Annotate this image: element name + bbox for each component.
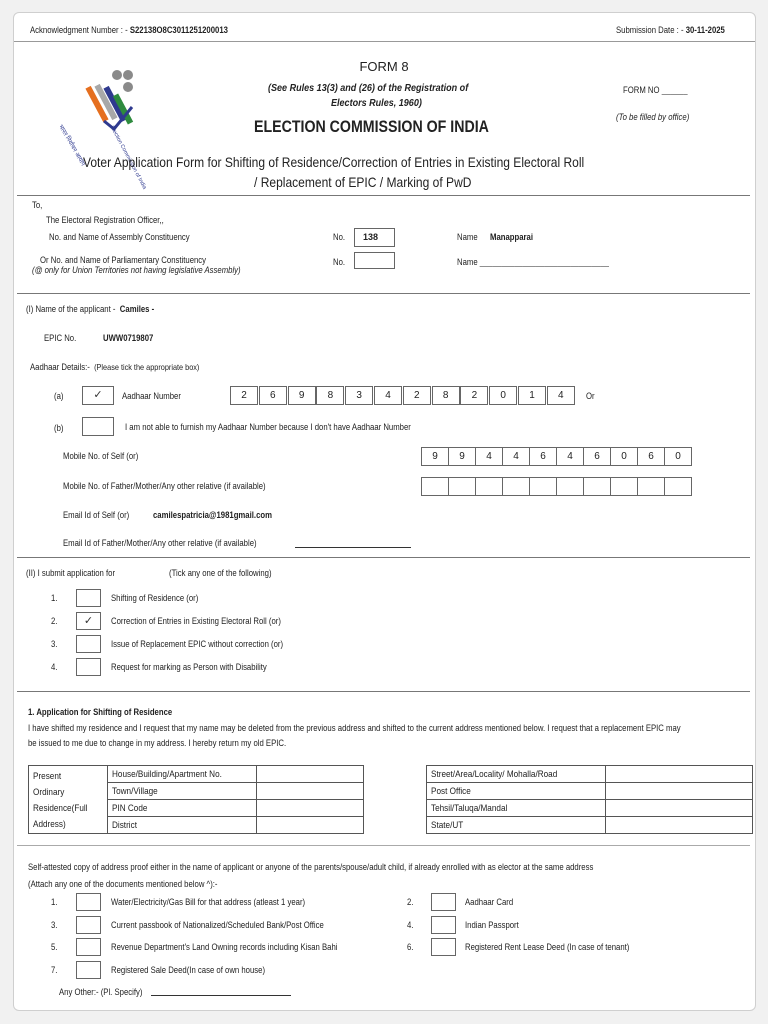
option-checkbox[interactable] <box>76 635 101 653</box>
form-page <box>13 12 756 1011</box>
present-residence-label: Present Ordinary Residence(Full Address) <box>29 766 108 834</box>
main-title-line-2: / Replacement of EPIC / Marking of PwD <box>254 174 472 190</box>
application-for-label: (II) I submit application for <box>26 568 116 578</box>
aadhaar-digit-cell[interactable]: 8 <box>316 386 344 405</box>
main-title-line-1: Voter Application Form for Shifting of Residence/Correction of Entries in Existing Electoral Roll <box>83 154 585 170</box>
mobile-self-label: Mobile No. of Self (or) <box>63 451 139 461</box>
mobile-self-digit-cell[interactable]: 4 <box>475 447 503 466</box>
option-label: Shifting of Residence (or) <box>111 593 199 603</box>
mobile-self-digit-cell[interactable]: 6 <box>529 447 557 466</box>
document-checkbox[interactable] <box>76 961 101 979</box>
email-self-value: camilespatricia@1981gmail.com <box>153 510 272 520</box>
shifting-paragraph-line-2: be issued to me due to change in my address. I hereby return my old EPIC. <box>28 738 287 748</box>
ut-note: (@ only for Union Territories not having legislative Assembly) <box>32 265 241 275</box>
document-number: 4. <box>407 919 414 930</box>
mobile-self-digit-cell[interactable]: 9 <box>421 447 449 466</box>
pin-field[interactable] <box>257 800 364 817</box>
mobile-self-digit-cell[interactable]: 0 <box>664 447 692 466</box>
logo-english-text: Election Commission of India <box>108 125 148 191</box>
any-other-label: Any Other:- (Pl. Specify) <box>59 987 143 997</box>
mobile-relative-digit-cell[interactable] <box>529 477 557 496</box>
mobile-self-digit-cell[interactable]: 4 <box>556 447 584 466</box>
document-label: Aadhaar Card <box>465 897 514 907</box>
email-relative-label: Email Id of Father/Mother/Any other relative (if available) <box>63 538 257 548</box>
no-aadhaar-checkbox[interactable] <box>82 417 114 436</box>
email-self-label: Email Id of Self (or) <box>63 510 130 520</box>
mobile-self-digit-cell[interactable]: 6 <box>637 447 665 466</box>
option-label: Request for marking as Person with Disability <box>111 662 267 672</box>
aadhaar-digit-cell[interactable]: 0 <box>489 386 517 405</box>
mobile-relative-digit-cell[interactable] <box>637 477 665 496</box>
mobile-relative-digit-cell[interactable] <box>664 477 692 496</box>
aadhaar-digit-cell[interactable]: 2 <box>230 386 258 405</box>
document-checkbox[interactable] <box>431 916 456 934</box>
aadhaar-digit-cell[interactable]: 3 <box>345 386 373 405</box>
application-for-hint: (Tick any one of the following) <box>169 568 272 578</box>
document-checkbox[interactable] <box>76 893 101 911</box>
documents-line-1: Self-attested copy of address proof either in the name of applicant or anyone of the parents/spouse/adult child, if already enrolled with as elector at the same address <box>28 862 594 872</box>
submission-date: Submission Date : - 30-11-2025 <box>616 25 725 35</box>
mobile-self-digit-cell[interactable]: 6 <box>583 447 611 466</box>
aadhaar-digit-cell[interactable]: 9 <box>288 386 316 405</box>
document-number: 6. <box>407 942 414 952</box>
option-label: Correction of Entries in Existing Electoral Roll (or) <box>111 616 281 626</box>
mobile-self-digit-cell[interactable]: 0 <box>610 447 638 466</box>
no-aadhaar-text: I am not able to furnish my Aadhaar Number because I don't have Aadhaar Number <box>125 422 411 432</box>
document-checkbox[interactable] <box>76 916 101 934</box>
mobile-self-digit-cell[interactable]: 9 <box>448 447 476 466</box>
shifting-heading: 1. Application for Shifting of Residence <box>28 707 173 717</box>
document-label: Revenue Department's Land Owning records including Kisan Bahi <box>111 942 338 952</box>
ero-label: The Electoral Registration Officer,, <box>46 215 164 225</box>
option-checkbox[interactable] <box>76 589 101 607</box>
rules-line-2: Electors Rules, 1960) <box>331 97 423 109</box>
document-checkbox[interactable] <box>431 893 456 911</box>
form-no-field: FORM NO ______ <box>623 85 688 95</box>
tehsil-label: Tehsil/Taluqa/Mandal <box>427 800 606 817</box>
aadhaar-digit-cell[interactable]: 6 <box>259 386 287 405</box>
epic-value: UWW0719807 <box>103 333 154 343</box>
parliamentary-no-field[interactable] <box>354 252 395 269</box>
mobile-relative-digit-cell[interactable] <box>556 477 584 496</box>
aadhaar-number-label: Aadhaar Number <box>122 391 181 401</box>
or-label: Or <box>586 391 595 401</box>
document-checkbox[interactable] <box>76 938 101 956</box>
aadhaar-digit-cell[interactable]: 4 <box>374 386 402 405</box>
assembly-label: No. and Name of Assembly Constituency <box>49 232 190 242</box>
house-field[interactable] <box>257 766 364 783</box>
street-label: Street/Area/Locality/ Mohalla/Road <box>427 766 606 783</box>
town-label: Town/Village <box>108 783 257 800</box>
document-number: 5. <box>51 942 58 952</box>
commission-title: ELECTION COMMISSION OF INDIA <box>254 118 489 136</box>
document-label: Indian Passport <box>465 919 519 930</box>
town-field[interactable] <box>257 783 364 800</box>
option-a-label: (a) <box>54 391 64 401</box>
tick-icon: ✓ <box>83 615 94 627</box>
any-other-field[interactable] <box>151 995 291 996</box>
tick-icon: ✓ <box>93 389 103 401</box>
acknowledgment-number: Acknowledgment Number : - S22138O8C3011251200013 <box>30 25 228 35</box>
parliamentary-name-field[interactable]: Name ______________________________ <box>457 257 609 267</box>
assembly-no-field[interactable]: 138 <box>354 228 395 247</box>
state-label: State/UT <box>427 817 606 834</box>
address-table-left <box>28 765 364 834</box>
option-b-label: (b) <box>54 423 64 433</box>
shifting-paragraph-line-1: I have shifted my residence and I request that my name may be deleted from the previous address and shifted to the current address mentioned below. I request that a replacement EPIC may <box>28 723 681 733</box>
document-label: Current passbook of Nationalized/Scheduled Bank/Post Office <box>111 919 324 930</box>
document-label: Water/Electricity/Gas Bill for that address (atleast 1 year) <box>111 897 306 907</box>
option-number: 3. <box>51 639 58 649</box>
address-table-right <box>426 765 753 834</box>
document-label: Registered Sale Deed(In case of own house) <box>111 964 266 975</box>
mobile-relative-digit-cell[interactable] <box>475 477 503 496</box>
option-number: 4. <box>51 662 58 672</box>
option-checkbox[interactable] <box>76 658 101 676</box>
post-office-label: Post Office <box>427 783 606 800</box>
document-label: Registered Rent Lease Deed (In case of tenant) <box>465 942 630 952</box>
epic-label: EPIC No. <box>44 333 77 343</box>
assembly-name-value: Manapparai <box>490 232 534 242</box>
pin-label: PIN Code <box>108 800 257 817</box>
tehsil-field[interactable] <box>606 800 753 817</box>
mobile-relative-label: Mobile No. of Father/Mother/Any other relative (if available) <box>63 481 266 491</box>
mobile-relative-digit-cell[interactable] <box>502 477 530 496</box>
document-number: 3. <box>51 919 58 930</box>
aadhaar-digit-cell[interactable]: 1 <box>518 386 546 405</box>
mobile-self-digit-cell[interactable]: 4 <box>502 447 530 466</box>
option-label: Issue of Replacement EPIC without correction (or) <box>111 639 284 649</box>
to-label: To, <box>32 200 43 210</box>
parliamentary-label: Or No. and Name of Parliamentary Constituency <box>40 255 207 265</box>
logo-hindi-text: भारत निर्वाचन आयोग <box>57 124 86 168</box>
house-label: House/Building/Apartment No. <box>108 766 257 783</box>
assembly-name-label: Name <box>457 232 478 242</box>
aadhaar-details-label: Aadhaar Details:- (Please tick the appropriate box) <box>30 362 200 372</box>
applicant-name-label: (I) Name of the applicant - Camiles - <box>26 304 155 314</box>
document-number: 7. <box>51 964 58 975</box>
post-office-field[interactable] <box>606 783 753 800</box>
mobile-relative-digit-cell[interactable] <box>421 477 449 496</box>
email-relative-field[interactable] <box>295 547 411 548</box>
state-field[interactable] <box>606 817 753 834</box>
parliamentary-no-label: No. <box>333 257 346 267</box>
district-label: District <box>108 817 257 834</box>
mobile-relative-digit-cell[interactable] <box>610 477 638 496</box>
form-number-title: FORM 8 <box>359 59 409 74</box>
street-field[interactable] <box>606 766 753 783</box>
rules-line-1: (See Rules 13(3) and (26) of the Registration of <box>267 82 468 94</box>
document-checkbox[interactable] <box>431 938 456 956</box>
document-number: 1. <box>51 897 58 907</box>
assembly-no-label: No. <box>333 232 346 242</box>
documents-line-2: (Attach any one of the documents mentioned below ^):- <box>28 879 218 889</box>
office-note: (To be filled by office) <box>616 112 690 122</box>
aadhaar-digit-cell[interactable]: 2 <box>403 386 431 405</box>
district-field[interactable] <box>257 817 364 834</box>
option-number: 1. <box>51 593 58 603</box>
document-number: 2. <box>407 897 414 907</box>
aadhaar-digit-cell[interactable]: 4 <box>547 386 575 405</box>
mobile-relative-digit-cell[interactable] <box>583 477 611 496</box>
option-number: 2. <box>51 616 58 626</box>
aadhaar-digit-cell[interactable]: 2 <box>460 386 488 405</box>
mobile-relative-digit-cell[interactable] <box>448 477 476 496</box>
aadhaar-digit-cell[interactable]: 8 <box>432 386 460 405</box>
